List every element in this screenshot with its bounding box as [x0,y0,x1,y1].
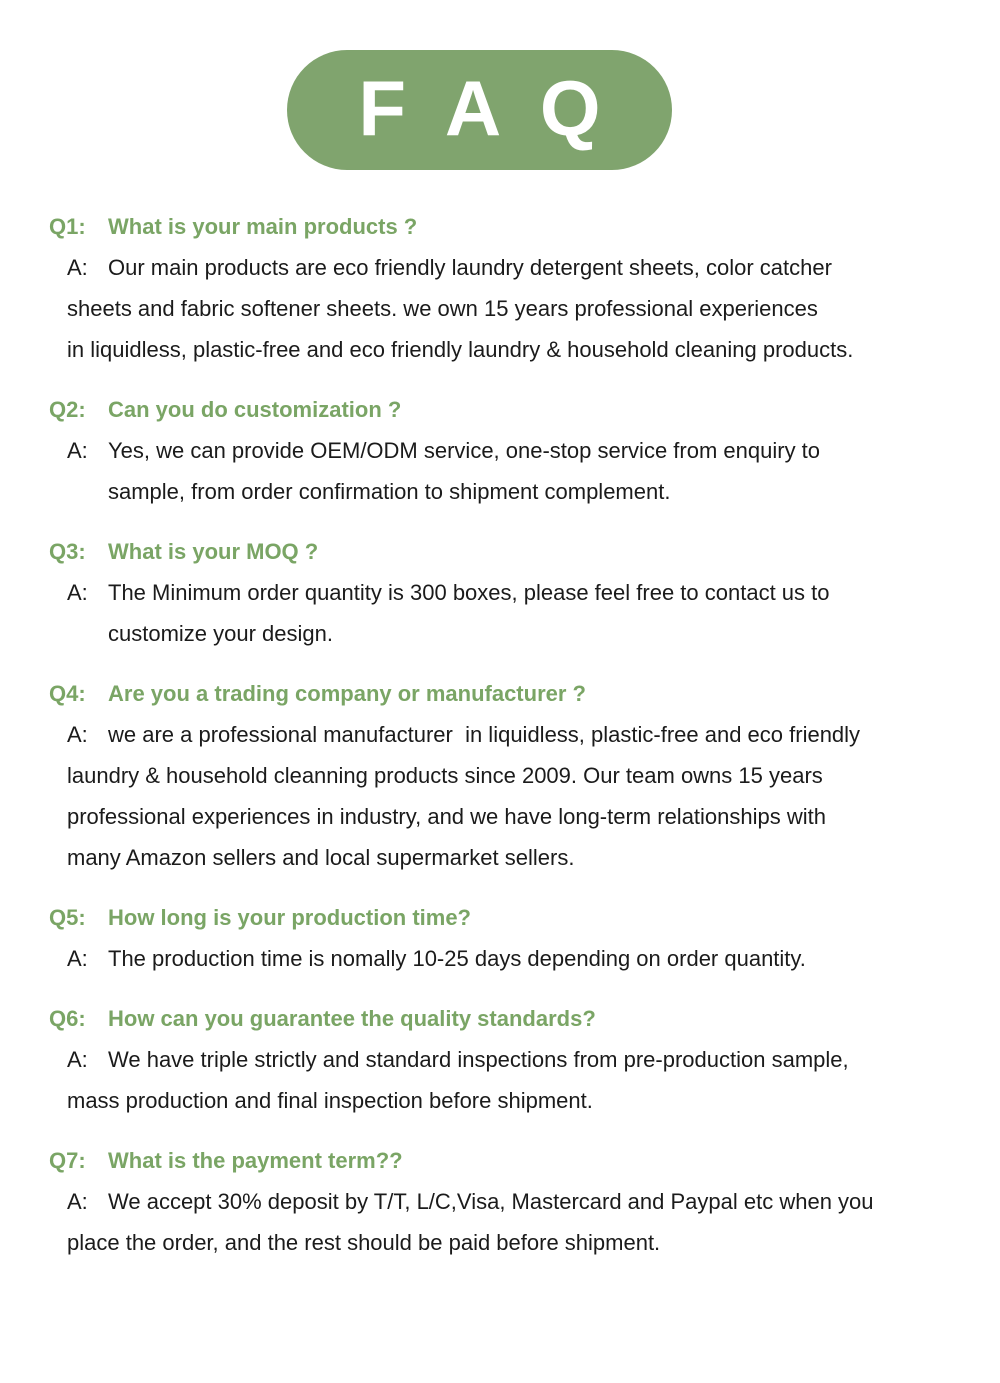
faq-item-q4 [49,673,1000,878]
faq-item-q7 [49,1140,1000,1263]
question-row [49,531,1000,572]
answer-line [67,247,1000,288]
answer-line [67,938,1000,979]
question-number: Q5: [49,905,86,930]
answer-line: in liquidless, plastic-free and eco friendly laundry & household cleaning products. [67,337,854,362]
answer-text: we are a professional manufacturer in liquidless, plastic-free and eco friendly [108,722,861,747]
faq-item-q1 [49,206,1000,370]
question-row [49,389,1000,430]
answer [67,247,1000,370]
faq-item-q2 [49,389,1000,512]
answer-text: The production time is nomally 10-25 days depending on order quantity. [108,946,806,971]
question-row [49,897,1000,938]
faq-item-q5 [49,897,1000,979]
answer-label: A: [67,255,88,280]
question-text: Are you a trading company or manufacturer ? [108,681,586,706]
answer-text: The Minimum order quantity is 300 boxes, please feel free to contact us to [108,580,830,605]
question-text: How long is your production time? [108,905,471,930]
faq-banner-title: F A Q [358,63,611,152]
question-text: What is your main products ? [108,214,418,239]
answer-line: professional experiences in industry, and we have long-term relationships with [67,804,826,829]
question-row [49,1140,1000,1181]
question-number: Q7: [49,1148,86,1173]
question-number: Q6: [49,1006,86,1031]
question-row [49,998,1000,1039]
faq-page [0,50,1000,1263]
answer-text: We accept 30% deposit by T/T, L/C,Visa, Mastercard and Paypal etc when you [108,1189,874,1214]
answer-label: A: [67,946,88,971]
faq-list [0,206,1000,1263]
answer-line [67,714,1000,755]
answer [67,1181,1000,1263]
answer-label: A: [67,722,88,747]
answer-line: sheets and fabric softener sheets. we own 15 years professional experiences [67,296,818,321]
answer [67,714,1000,878]
answer-text: Our main products are eco friendly laundry detergent sheets, color catcher [108,255,832,280]
answer [67,572,1000,654]
question-text: How can you guarantee the quality standards? [108,1006,596,1031]
question-row [49,206,1000,247]
answer-label: A: [67,580,88,605]
answer [67,430,1000,512]
answer-line [67,572,1000,613]
answer-text: We have triple strictly and standard inspections from pre-production sample, [108,1047,849,1072]
faq-item-q3 [49,531,1000,654]
answer-line [67,1039,1000,1080]
faq-banner [287,50,672,170]
question-number: Q1: [49,214,86,239]
question-number: Q4: [49,681,86,706]
faq-item-q6 [49,998,1000,1121]
question-number: Q2: [49,397,86,422]
answer-label: A: [67,1189,88,1214]
answer [67,1039,1000,1121]
answer-line: many Amazon sellers and local supermarket sellers. [67,845,575,870]
question-text: What is the payment term?? [108,1148,403,1173]
question-row [49,673,1000,714]
answer-label: A: [67,1047,88,1072]
answer-line: place the order, and the rest should be paid before shipment. [67,1230,661,1255]
answer-line: sample, from order confirmation to shipment complement. [108,479,671,504]
answer-text: Yes, we can provide OEM/ODM service, one-stop service from enquiry to [108,438,821,463]
question-number: Q3: [49,539,86,564]
answer [67,938,1000,979]
question-text: Can you do customization ? [108,397,402,422]
answer-line [67,1181,1000,1222]
answer-line [67,430,1000,471]
answer-line: customize your design. [108,621,333,646]
question-text: What is your MOQ ? [108,539,319,564]
answer-label: A: [67,438,88,463]
answer-line: mass production and final inspection before shipment. [67,1088,593,1113]
answer-line: laundry & household cleanning products since 2009. Our team owns 15 years [67,763,823,788]
